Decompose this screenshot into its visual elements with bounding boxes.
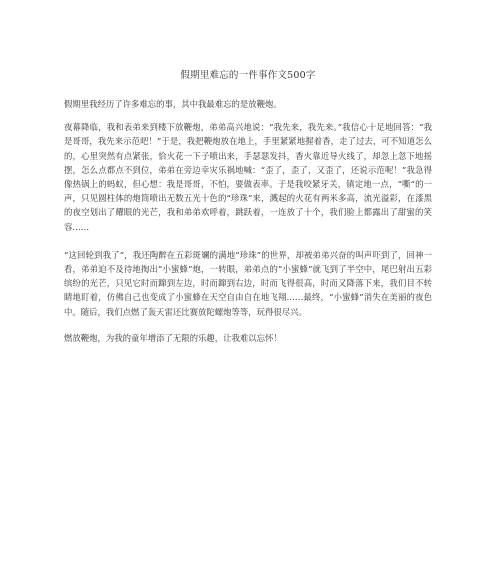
paragraph-little-bee: “这回轮到我了”，我还陶醉在五彩斑斓的满地“珍珠”的世界，却被弟弟兴奋的叫声吓到了，回神一看，弟弟迫不及待地掏出“小蜜蜂”炮，一转眼，弟弟点的“小蜜蜂”就飞到了半空中，尾巴射出五彩缤纷的光芒，只见它时而蹿到左边，时而蹿到右边，时而飞得很高，时而又降落下来，我们目不转睛地盯着，仿佛自己也变成了小蜜蜂在天空自由自在地飞翔……最终，“小蜜蜂”消失在美丽的夜色中。随后，我们点燃了轰天雷还比赛放陀螺炮等等，玩得很尽兴。 [64,249,432,317]
paragraph-first-firecracker: 夜幕降临，我和表弟来到楼下放鞭炮，弟弟高兴地说：“我先来，我先来。”我信心十足地回答：“我是哥哥，我先来示范吧！”于是，我把鞭炮放在地上，手里紧紧地握着香，走了过去，可不知道怎么的，心里突然有点紧张，恰火花一下子喷出来，手瑟瑟发抖，香火靠近导火线了，却忽上忽下地摇摆，怎么点都点不到位，弟弟在旁边幸灾乐祸地喊：“歪了，歪了，又歪了，还说示范呢！”我急得像热锅上的蚂蚁，但心想：我是哥哥，不怕，要做表率。于是我咬紧牙关，镇定地一点，“嘶”的一声，只见圆柱体的炮筒喷出无数五光十色的“珍珠”来，溅起的火花有两米多高，流光溢彩，在漆黑的夜空划出了耀眼的光芒，我和弟弟欢呼着，跳跃着，一连放了十个，我们脸上都露出了甜蜜的笑容…… [64,122,432,232]
paragraph-conclusion: 燃放鞭炮，为我的童年增添了无限的乐趣，让我难以忘怀！ [64,332,282,343]
document-title: 假期里难忘的一件事作文500字 [180,70,316,81]
document-body [64,97,432,357]
paragraph-intro: 假期里我经历了许多难忘的事，其中我最难忘的是放鞭炮。 [64,99,282,109]
